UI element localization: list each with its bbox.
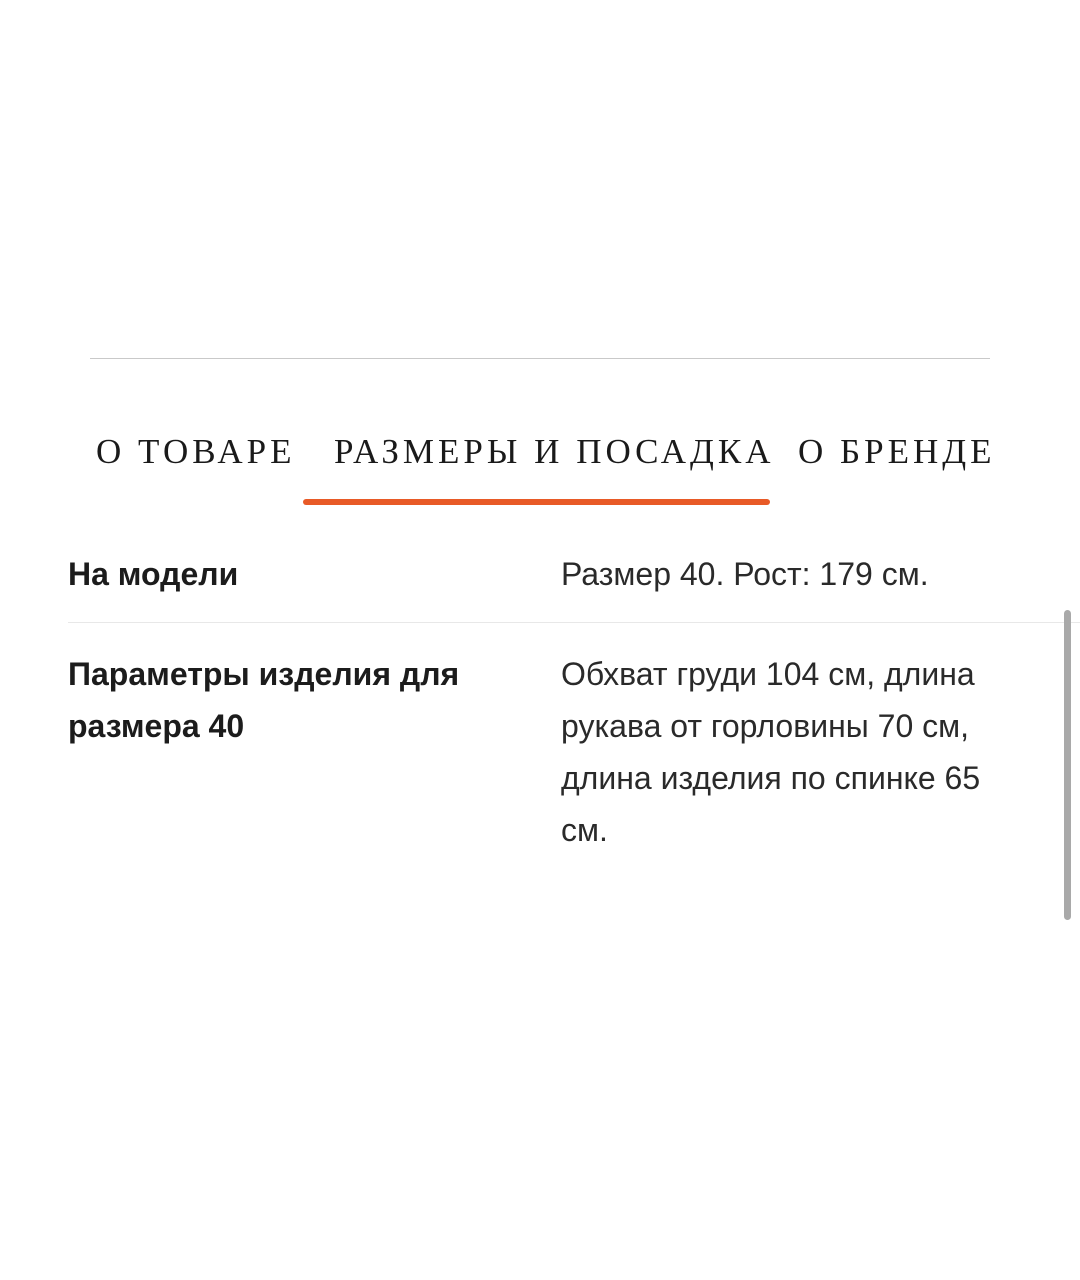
tab-bar — [0, 400, 1080, 510]
spec-label: Параметры изделия для размера 40 — [68, 656, 460, 744]
tab-about-product[interactable]: О ТОВАРЕ — [96, 432, 296, 471]
tab-about-brand[interactable]: О БРЕНДЕ — [798, 432, 996, 471]
spec-value: Обхват груди 104 см, длина рукава от горловины 70 см, длина изделия по спинке 65 см. — [561, 656, 981, 848]
scrollbar[interactable] — [1064, 610, 1071, 920]
active-tab-indicator — [303, 499, 770, 505]
spec-label: На модели — [68, 556, 239, 592]
tab-sizes-and-fit[interactable]: РАЗМЕРЫ И ПОСАДКА — [334, 432, 775, 471]
section-divider — [90, 358, 990, 359]
spec-value: Размер 40. Рост: 179 см. — [561, 556, 929, 592]
spec-row-model — [68, 548, 1080, 623]
